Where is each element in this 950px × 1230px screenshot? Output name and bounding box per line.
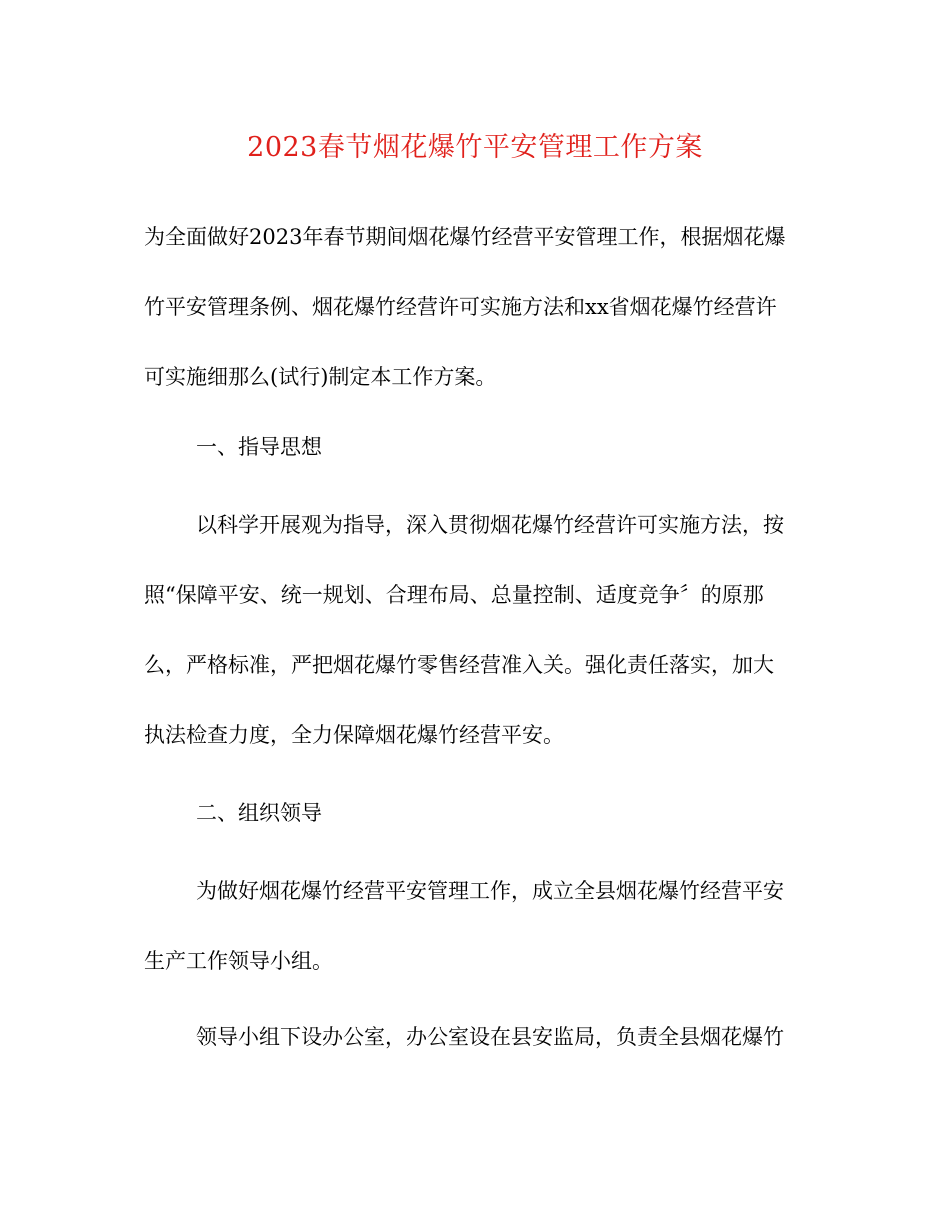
paragraph-line: 生产工作领导小组。 bbox=[144, 949, 333, 973]
paragraph-line: 为全面做好2023年春节期间烟花爆竹经营平安管理工作，根据烟花爆 bbox=[144, 225, 786, 249]
paragraph-line: 么，严格标准，严把烟花爆竹零售经营准入关。强化责任落实，加大 bbox=[144, 653, 774, 677]
paragraph-line: 可实施细那么(试行)制定本工作方案。 bbox=[144, 365, 497, 389]
document-title: 2023春节烟花爆竹平安管理工作方案 bbox=[247, 132, 703, 163]
paragraph-line: 领导小组下设办公室，办公室设在县安监局，负责全县烟花爆竹 bbox=[196, 1025, 784, 1049]
paragraph-line: 竹平安管理条例、烟花爆竹经营许可实施方法和xx省烟花爆竹经营许 bbox=[144, 295, 777, 319]
section-heading-organization: 二、组织领导 bbox=[196, 801, 322, 825]
paragraph-line: 照“保障平安、统一规划、合理布局、总量控制、适度竞争〞的原那 bbox=[144, 583, 764, 607]
section-heading-guiding-ideology: 一、指导思想 bbox=[196, 435, 322, 459]
paragraph-line: 以科学开展观为指导，深入贯彻烟花爆竹经营许可实施方法，按 bbox=[196, 513, 784, 537]
paragraph-line: 执法检查力度，全力保障烟花爆竹经营平安。 bbox=[144, 723, 564, 747]
paragraph-line: 为做好烟花爆竹经营平安管理工作，成立全县烟花爆竹经营平安 bbox=[196, 879, 784, 903]
